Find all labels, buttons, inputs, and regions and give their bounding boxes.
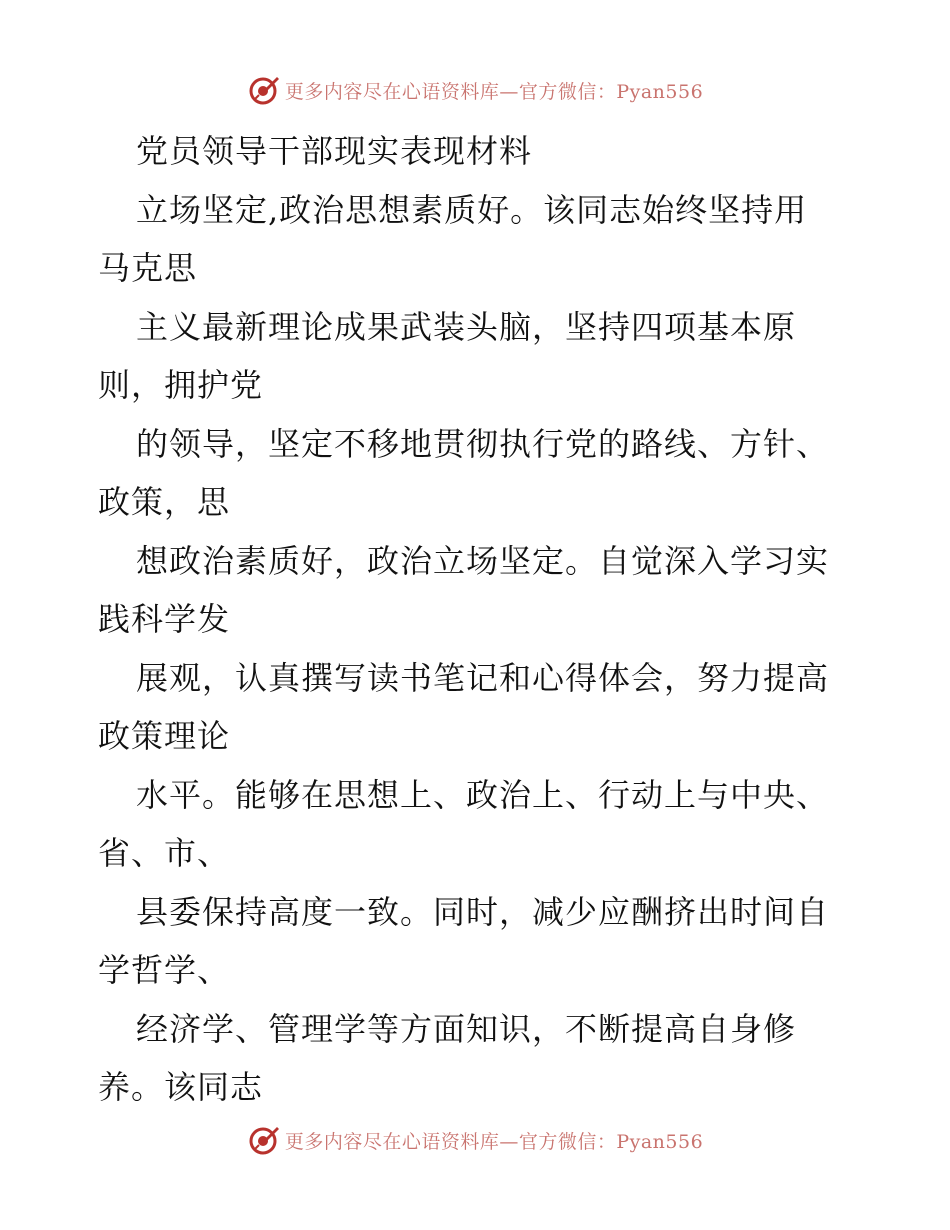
paragraph-line: 想政治素质好，政治立场坚定。自觉深入学习实 — [136, 541, 830, 580]
paragraph-line: 马克思 — [98, 249, 198, 287]
paragraph-line: 则，拥护党 — [98, 366, 264, 404]
paragraph-line: 养。该同志 — [98, 1068, 264, 1106]
document-title: 党员领导干部现实表现材料 — [136, 132, 533, 170]
paragraph-line: 政策，思 — [98, 483, 231, 521]
pen-logo-icon — [247, 1123, 281, 1157]
paragraph-line: 经济学、管理学等方面知识，不断提高自身修 — [136, 1009, 797, 1048]
paragraph-line: 展观，认真撰写读书笔记和心得体会，努力提高 — [136, 658, 830, 697]
paragraph-line: 践科学发 — [98, 600, 231, 638]
paragraph-line: 主义最新理论成果武装头脑，坚持四项基本原 — [136, 307, 797, 346]
paragraph-line: 立场坚定,政治思想素质好。该同志始终坚持用 — [136, 190, 808, 229]
banner-text: 更多内容尽在心语资料库—官方微信：Pyan556 — [284, 80, 704, 103]
paragraph-line: 县委保持高度一致。同时，减少应酬挤出时间自 — [136, 892, 830, 931]
paragraph-line: 水平。能够在思想上、政治上、行动上与中央、 — [136, 775, 830, 814]
document-body — [98, 122, 898, 1117]
banner-text: 更多内容尽在心语资料库—官方微信：Pyan556 — [284, 1130, 704, 1153]
paragraph-line: 省、市、 — [98, 834, 231, 872]
paragraph-line: 政策理论 — [98, 717, 231, 755]
header-banner — [0, 70, 950, 110]
paragraph-line: 的领导，坚定不移地贯彻执行党的路线、方针、 — [136, 424, 830, 463]
footer-banner — [0, 1120, 950, 1160]
pen-logo-icon — [247, 73, 281, 107]
paragraph-line: 学哲学、 — [98, 951, 231, 989]
